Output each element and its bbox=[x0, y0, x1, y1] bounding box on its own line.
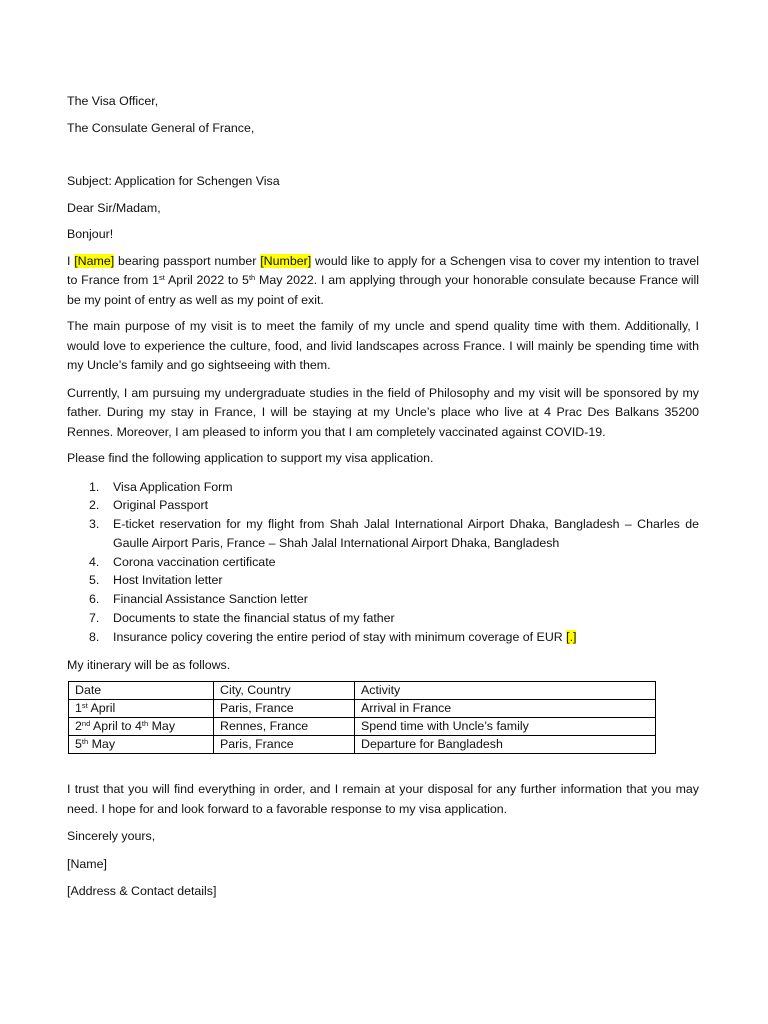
cell-city: Rennes, France bbox=[214, 718, 355, 736]
table-header-row bbox=[69, 682, 656, 700]
list-item: 6. Financial Assistance Sanction letter bbox=[89, 592, 308, 607]
closing-paragraph: I trust that you will find everything in order, and I remain at your disposal for any further information that you may need. I hope for and look forward to a favorable response to my visa application. bbox=[67, 782, 699, 816]
list-item: 4. Corona vaccination certificate bbox=[89, 554, 276, 569]
cell-activity: Arrival in France bbox=[355, 700, 656, 718]
list-item: 2. Original Passport bbox=[89, 498, 209, 513]
cell-city: Paris, France bbox=[214, 736, 355, 754]
list-item: 7. Documents to state the financial status of my father bbox=[89, 611, 395, 626]
attachments-list bbox=[67, 478, 699, 647]
table-row bbox=[69, 700, 656, 718]
addressee-line-1: The Visa Officer, bbox=[67, 94, 159, 108]
header-activity: Activity bbox=[355, 682, 656, 700]
greeting: Bonjour! bbox=[67, 227, 114, 241]
table-row bbox=[69, 718, 656, 736]
passport-number-placeholder: [Number] bbox=[260, 253, 312, 268]
intro-paragraph: I [Name] bearing passport number [Number] would like to apply for a Schengen visa to cover my intention to travel to France from 1st April 2022 to 5th May 2022. I am applying through your honorable consulate because France will be my point of entry as well as my point of exit. bbox=[67, 253, 700, 307]
purpose-paragraph: The main purpose of my visit is to meet the family of my uncle and spend quality time with them. Additionally, I would love to experience the culture, food, and livid landscapes across France. I will mainly be spending time with my Uncle’s family and go sightseeing with them. bbox=[67, 319, 699, 372]
header-city: City, Country bbox=[214, 682, 355, 700]
sign-off: Sincerely yours, bbox=[67, 829, 156, 844]
cell-city: Paris, France bbox=[214, 700, 355, 718]
salutation: Dear Sir/Madam, bbox=[67, 200, 161, 215]
list-item: 1. Visa Application Form bbox=[89, 479, 233, 494]
letter-page bbox=[67, 92, 699, 902]
list-item: 5. Host Invitation letter bbox=[89, 573, 223, 588]
name-placeholder: [Name] bbox=[74, 253, 115, 268]
list-item: 3. E-ticket reservation for my flight from Shah Jalal International Airport Dhaka, Bangladesh – Charles de Gaulle Airport Paris, France – Shah Jalal International Airport Dhaka, Bangladesh bbox=[89, 517, 699, 550]
list-item: 8. Insurance policy covering the entire period of stay with minimum coverage of EUR [.] bbox=[89, 629, 577, 644]
studies-paragraph: Currently, I am pursuing my undergraduate studies in the field of Philosophy and my visit will be sponsored by my father. During my stay in France, I will be staying at my Uncle’s place who live at 4 Prac Des Balkans 35200 Rennes. Moreover, I am pleased to inform you that I am completely vaccinated against COVID-19. bbox=[67, 385, 699, 439]
table-row bbox=[69, 736, 656, 754]
subject-line: Subject: Application for Schengen Visa bbox=[67, 174, 280, 188]
itinerary-intro: My itinerary will be as follows. bbox=[67, 657, 231, 672]
signature-contact: [Address & Contact details] bbox=[67, 884, 217, 899]
coverage-placeholder: [.] bbox=[566, 629, 577, 644]
cell-date: 2nd April to 4th May bbox=[69, 718, 214, 736]
cell-activity: Departure for Bangladesh bbox=[355, 736, 656, 754]
cell-date: 1st April bbox=[69, 700, 214, 718]
cell-date: 5th May bbox=[69, 736, 214, 754]
header-date: Date bbox=[69, 682, 214, 700]
cell-activity: Spend time with Uncle’s family bbox=[355, 718, 656, 736]
addressee-line-2: The Consulate General of France, bbox=[67, 120, 255, 135]
signature-name: [Name] bbox=[67, 856, 107, 871]
attachments-intro: Please find the following application to support my visa application. bbox=[67, 451, 434, 465]
itinerary-table bbox=[68, 681, 656, 754]
